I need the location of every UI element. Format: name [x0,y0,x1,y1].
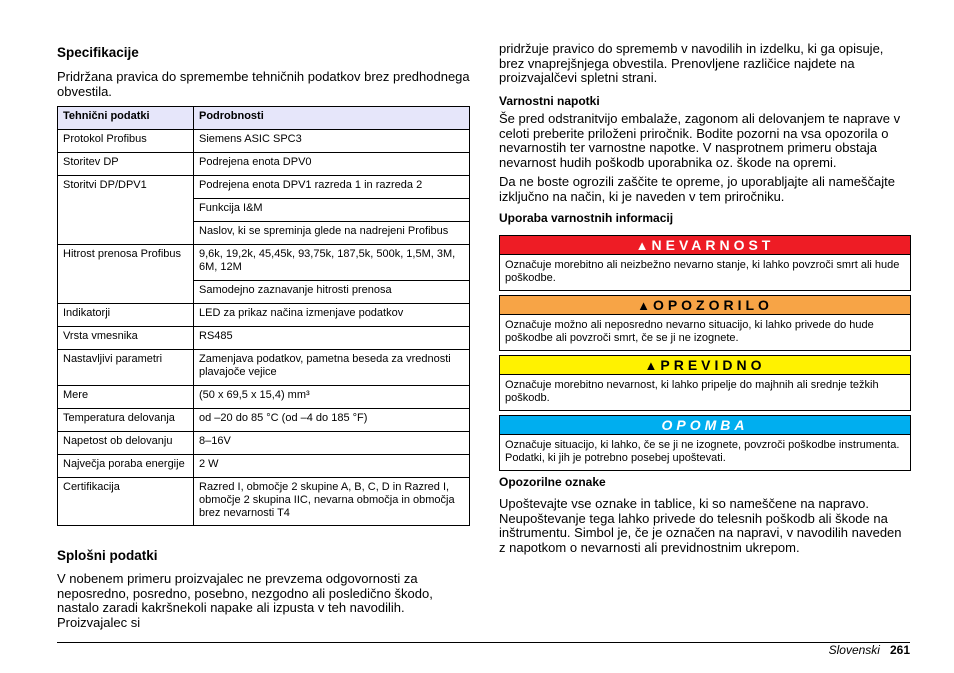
general-text-continued: pridržuje pravico do sprememb v navodilih in izdelku, ki ga opisuje, brez vnaprejšnjega obvestila. Prenovljene različice najdete na proizvajalčevi spletni strani. [499,41,884,85]
spec-table [57,106,470,526]
warning-triangle-icon: ▲ [635,238,649,253]
table-cell-label: Certifikacija [58,478,194,526]
table-cell-value: 9,6k, 19,2k, 45,45k, 93,75k, 187,5k, 500k, 1,5M, 3M, 6M, 12M [194,245,470,281]
safety-paragraph-2: Da ne boste ogrozili zaščite te opreme, jo uporabljajte ali nameščajte izključno na način, ki je naveden v tem priročniku. [499,174,895,204]
notice-title: NEVARNOST [651,237,775,253]
table-cell-label: Največja poraba energije [58,455,194,478]
general-heading: Splošni podatki [57,548,158,563]
notice-opomba [499,415,911,471]
table-cell-value: Razred I, območje 2 skupine A, B, C, D in Razred I, območje 2 skupina IIC, nevarna območja in območja brez nevarnosti T4 [194,478,470,526]
labels-text: Upoštevajte vse oznake in tablice, ki so nameščene na napravo. Neupoštevanje tega lahko privede do telesnih poškodb ali škode na inštrumentu. Simbol je, če je označen na napravi, v navodilih naveden z napotkom o nevarnosti ali previdnostnim ukrepom. [499,496,902,555]
notice-text: Označuje morebitno nevarnost, ki lahko pripelje do majhnih ali srednje težkih poškodb. [505,379,879,404]
footer-language: Slovenski [828,643,880,657]
notice-text: Označuje situacijo, ki lahko, če se ji ne izognete, povzroči poškodbe instrumenta. Podatki, ki jih je potrebno posebej upoštevati. [505,439,900,464]
table-cell-value: Siemens ASIC SPC3 [194,130,470,153]
table-header: Tehnični podatki [58,107,194,130]
notice-opozorilo [499,295,911,351]
table-row [58,245,470,281]
footer-divider [57,642,910,643]
table-cell-label: Mere [58,386,194,409]
table-cell-label: Vrsta vmesnika [58,327,194,350]
page-number: 261 [889,643,910,657]
table-row [58,153,470,176]
spec-heading: Specifikacije [57,45,139,60]
usage-heading: Uporaba varnostnih informacij [499,211,674,225]
labels-heading: Opozorilne oznake [499,475,606,489]
table-row [58,455,470,478]
table-cell-value: od –20 do 85 °C (od –4 do 185 °F) [194,409,470,432]
warning-triangle-icon: ▲ [644,358,658,373]
notice-title: OPOMBA [661,417,749,433]
table-row [58,327,470,350]
notice-title: PREVIDNO [660,357,766,373]
table-cell-value: Podrejena enota DPV0 [194,153,470,176]
table-cell-value: Zamenjava podatkov, pametna beseda za vrednosti plavajoče vejice [194,350,470,386]
table-cell-value: RS485 [194,327,470,350]
table-cell-value: LED za prikaz načina izmenjave podatkov [194,304,470,327]
notice-title-bar [500,296,910,315]
table-cell-label: Hitrost prenosa Profibus [58,245,194,304]
table-row [58,386,470,409]
table-cell-value: Samodejno zaznavanje hitrosti prenosa [194,281,470,304]
table-cell-value: Funkcija I&M [194,199,470,222]
table-row [58,432,470,455]
table-row [58,130,470,153]
table-cell-value: 8–16V [194,432,470,455]
spec-intro: Pridržana pravica do spremembe tehničnih podatkov brez predhodnega obvestila. [57,69,470,99]
notice-nevarnost [499,235,911,291]
table-row [58,409,470,432]
table-row [58,350,470,386]
table-header: Podrobnosti [194,107,470,130]
notice-text: Označuje morebitno ali neizbežno nevarno stanje, ki lahko povzroči smrt ali hude poškodbe. [505,259,900,284]
table-cell-label: Storitvi DP/DPV1 [58,176,194,245]
table-row [58,304,470,327]
table-cell-label: Napetost ob delovanju [58,432,194,455]
table-cell-label: Nastavljivi parametri [58,350,194,386]
safety-heading: Varnostni napotki [499,94,600,108]
table-cell-value: (50 x 69,5 x 15,4) mm³ [194,386,470,409]
table-cell-label: Indikatorji [58,304,194,327]
notice-title-bar [500,416,910,435]
notice-text: Označuje možno ali neposredno nevarno situacijo, ki lahko privede do hude poškodbe ali povzroči smrt, če se ji ne izognete. [505,319,874,344]
warning-triangle-icon: ▲ [637,298,650,313]
general-text: V nobenem primeru proizvajalec ne prevzema odgovornosti za neposredno, posredno, posebno, nezgodno ali posledično škodo, nastalo zaradi kakršnekoli napake ali izpusta v teh navodilih. Proizvajalec si [57,571,433,630]
table-row [58,176,470,199]
table-cell-label: Protokol Profibus [58,130,194,153]
table-cell-value: 2 W [194,455,470,478]
notice-previdno [499,355,911,411]
table-cell-label: Temperatura delovanja [58,409,194,432]
safety-paragraph-1: Še pred odstranitvijo embalaže, zagonom ali delovanjem te naprave v celoti preberite priloženi priročnik. Bodite pozorni na vsa opozorila o nevarnostih ter varnostne napotke. V nasprotnem primeru obstaja nevarnost hudih poškodb uporabnika oz. škode na opremi. [499,111,901,170]
footer [829,643,910,657]
table-cell-value: Podrejena enota DPV1 razreda 1 in razreda 2 [194,176,470,199]
table-cell-label: Storitev DP [58,153,194,176]
notice-title: OPOZORILO [652,297,773,313]
notice-title-bar [500,236,910,255]
table-cell-value: Naslov, ki se spreminja glede na nadrejeni Profibus [194,222,470,245]
notice-title-bar [500,356,910,375]
table-row [58,478,470,526]
